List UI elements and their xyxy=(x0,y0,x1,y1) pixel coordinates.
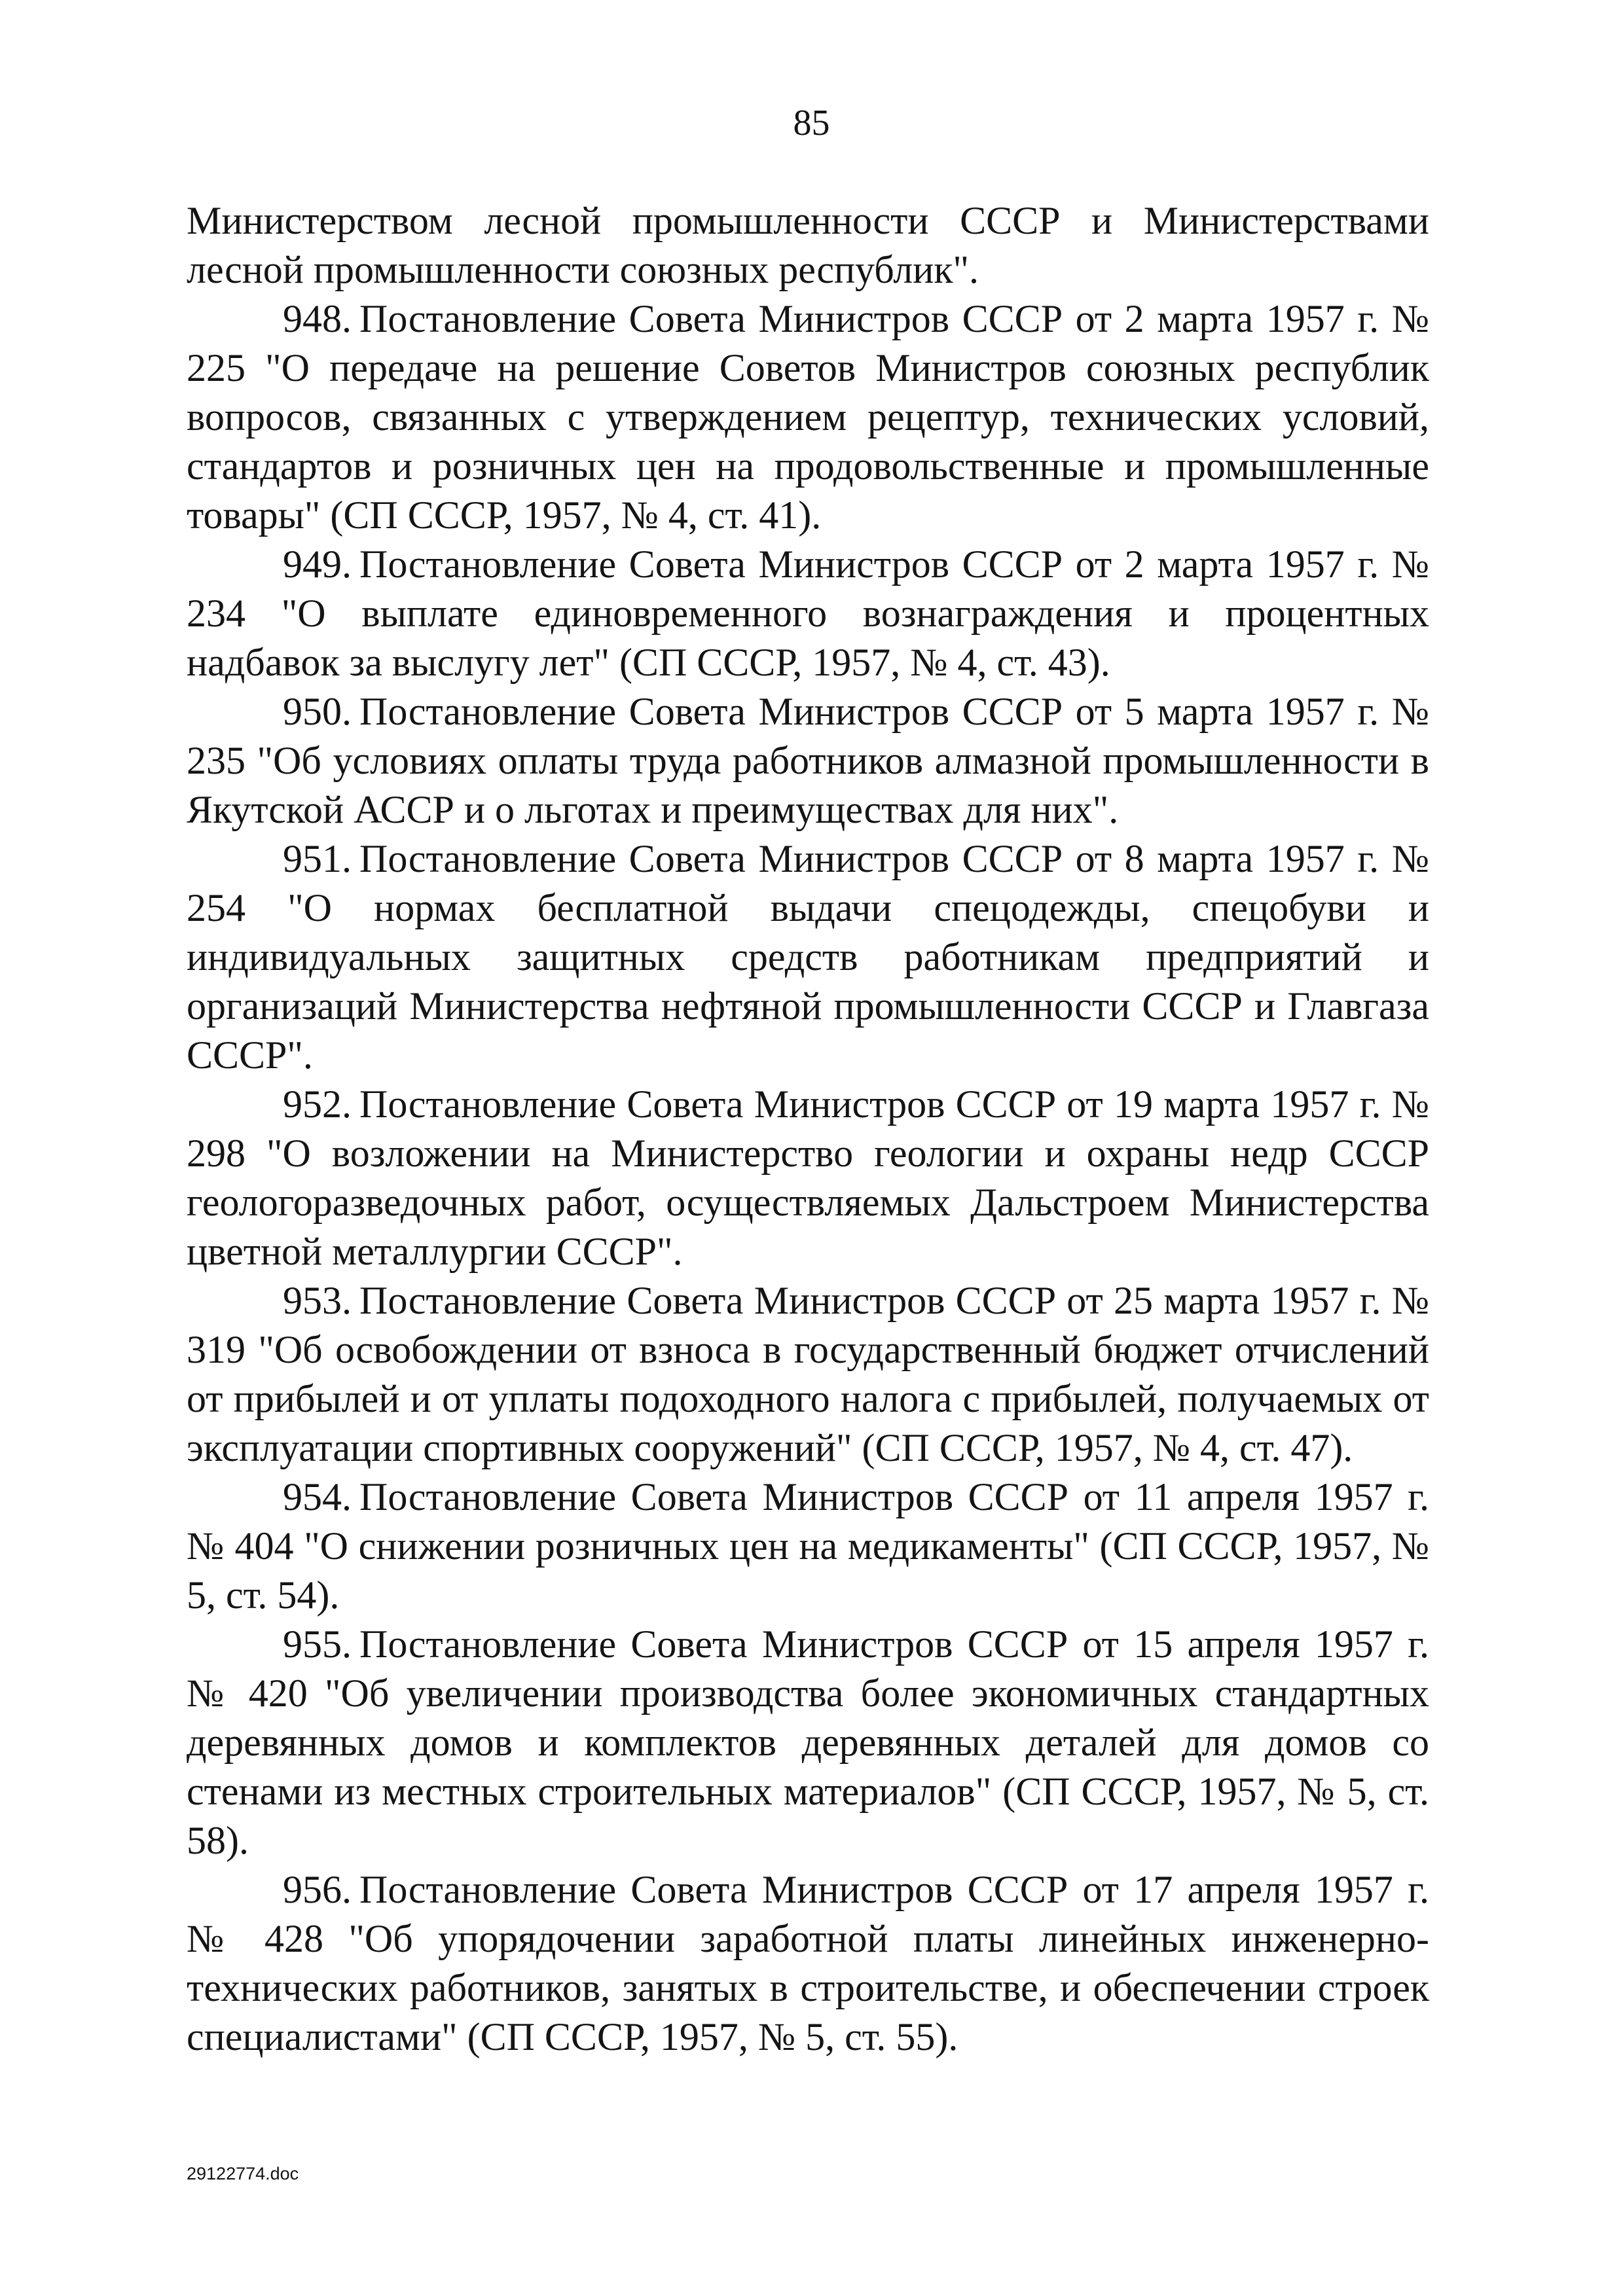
entry-number: 951. xyxy=(283,837,352,880)
entry-text: Постановление Совета Министров СССР от 19 марта 1957 г. № 298 "О возложении на Министерство геологии и охраны недр СССР геологоразведочных работ, осуществляемых Дальстроем Министерства цветной металлургии СССР". xyxy=(187,1083,1429,1273)
entry-number: 953. xyxy=(283,1279,352,1322)
entry-text: Постановление Совета Министров СССР от 15 апреля 1957 г. № 420 "Об увеличении производства более экономичных стандартных деревянных домов и комплектов деревянных деталей для домов со стенами из местных строительных материалов" (СП СССР, 1957, № 5, ст. 58). xyxy=(187,1623,1429,1862)
list-item xyxy=(187,1473,1429,1620)
list-item xyxy=(187,834,1429,1080)
entry-text: Постановление Совета Министров СССР от 17 апреля 1957 г. № 428 "Об упорядочении заработной платы линейных инженерно-технических работников, занятых в строительстве, и обеспечении строек специалистами" (СП СССР, 1957, № 5, ст. 55). xyxy=(187,1868,1429,2058)
entry-number: 949. xyxy=(283,543,352,586)
list-item xyxy=(187,540,1429,687)
continuation-paragraph: Министерством лесной промышленности СССР и Министерствами лесной промышленности союзных республик". xyxy=(187,199,1429,291)
page-number: 85 xyxy=(793,103,830,143)
entry-number: 955. xyxy=(283,1623,352,1666)
entry-number: 956. xyxy=(283,1868,352,1911)
list-item xyxy=(187,295,1429,540)
entry-text: Постановление Совета Министров СССР от 8 марта 1957 г. № 254 "О нормах бесплатной выдачи спецодежды, спецобуви и индивидуальных защитных средств работникам предприятий и организаций Министерства нефтяной промышленности СССР и Главгаза СССР". xyxy=(187,837,1429,1077)
list-item xyxy=(187,687,1429,834)
entry-text: Постановление Совета Министров СССР от 5 марта 1957 г. № 235 "Об условиях оплаты труда работников алмазной промышленности в Якутской АССР и о льготах и преимуществах для них". xyxy=(187,690,1429,831)
entry-number: 948. xyxy=(283,297,352,340)
list-item xyxy=(187,1276,1429,1473)
file-name-footer: 29122774.doc xyxy=(187,2164,299,2183)
list-item xyxy=(187,1080,1429,1276)
entry-number: 950. xyxy=(283,690,352,733)
entry-number: 954. xyxy=(283,1475,352,1518)
entry-text: Постановление Совета Министров СССР от 2 марта 1957 г. № 234 "О выплате единовременного вознаграждения и процентных надбавок за выслугу лет" (СП СССР, 1957, № 4, ст. 43). xyxy=(187,543,1429,684)
document-body xyxy=(187,196,1429,2062)
entry-number: 952. xyxy=(283,1083,352,1126)
list-item xyxy=(187,1865,1429,2062)
entry-text: Постановление Совета Министров СССР от 11 апреля 1957 г. № 404 "О снижении розничных цен на медикаменты" (СП СССР, 1957, № 5, ст. 54). xyxy=(187,1475,1429,1617)
entry-text: Постановление Совета Министров СССР от 2 марта 1957 г. № 225 "О передаче на решение Советов Министров союзных республик вопросов, связанных с утверждением рецептур, технических условий, стандартов и розничных цен на продовольственные и промышленные товары" (СП СССР, 1957, № 4, ст. 41). xyxy=(187,297,1429,537)
list-item xyxy=(187,1620,1429,1865)
entry-text: Постановление Совета Министров СССР от 25 марта 1957 г. № 319 "Об освобождении от взноса в государственный бюджет отчислений от прибылей и от уплаты подоходного налога с прибылей, получаемых от эксплуатации спортивных сооружений" (СП СССР, 1957, № 4, ст. 47). xyxy=(187,1279,1429,1469)
